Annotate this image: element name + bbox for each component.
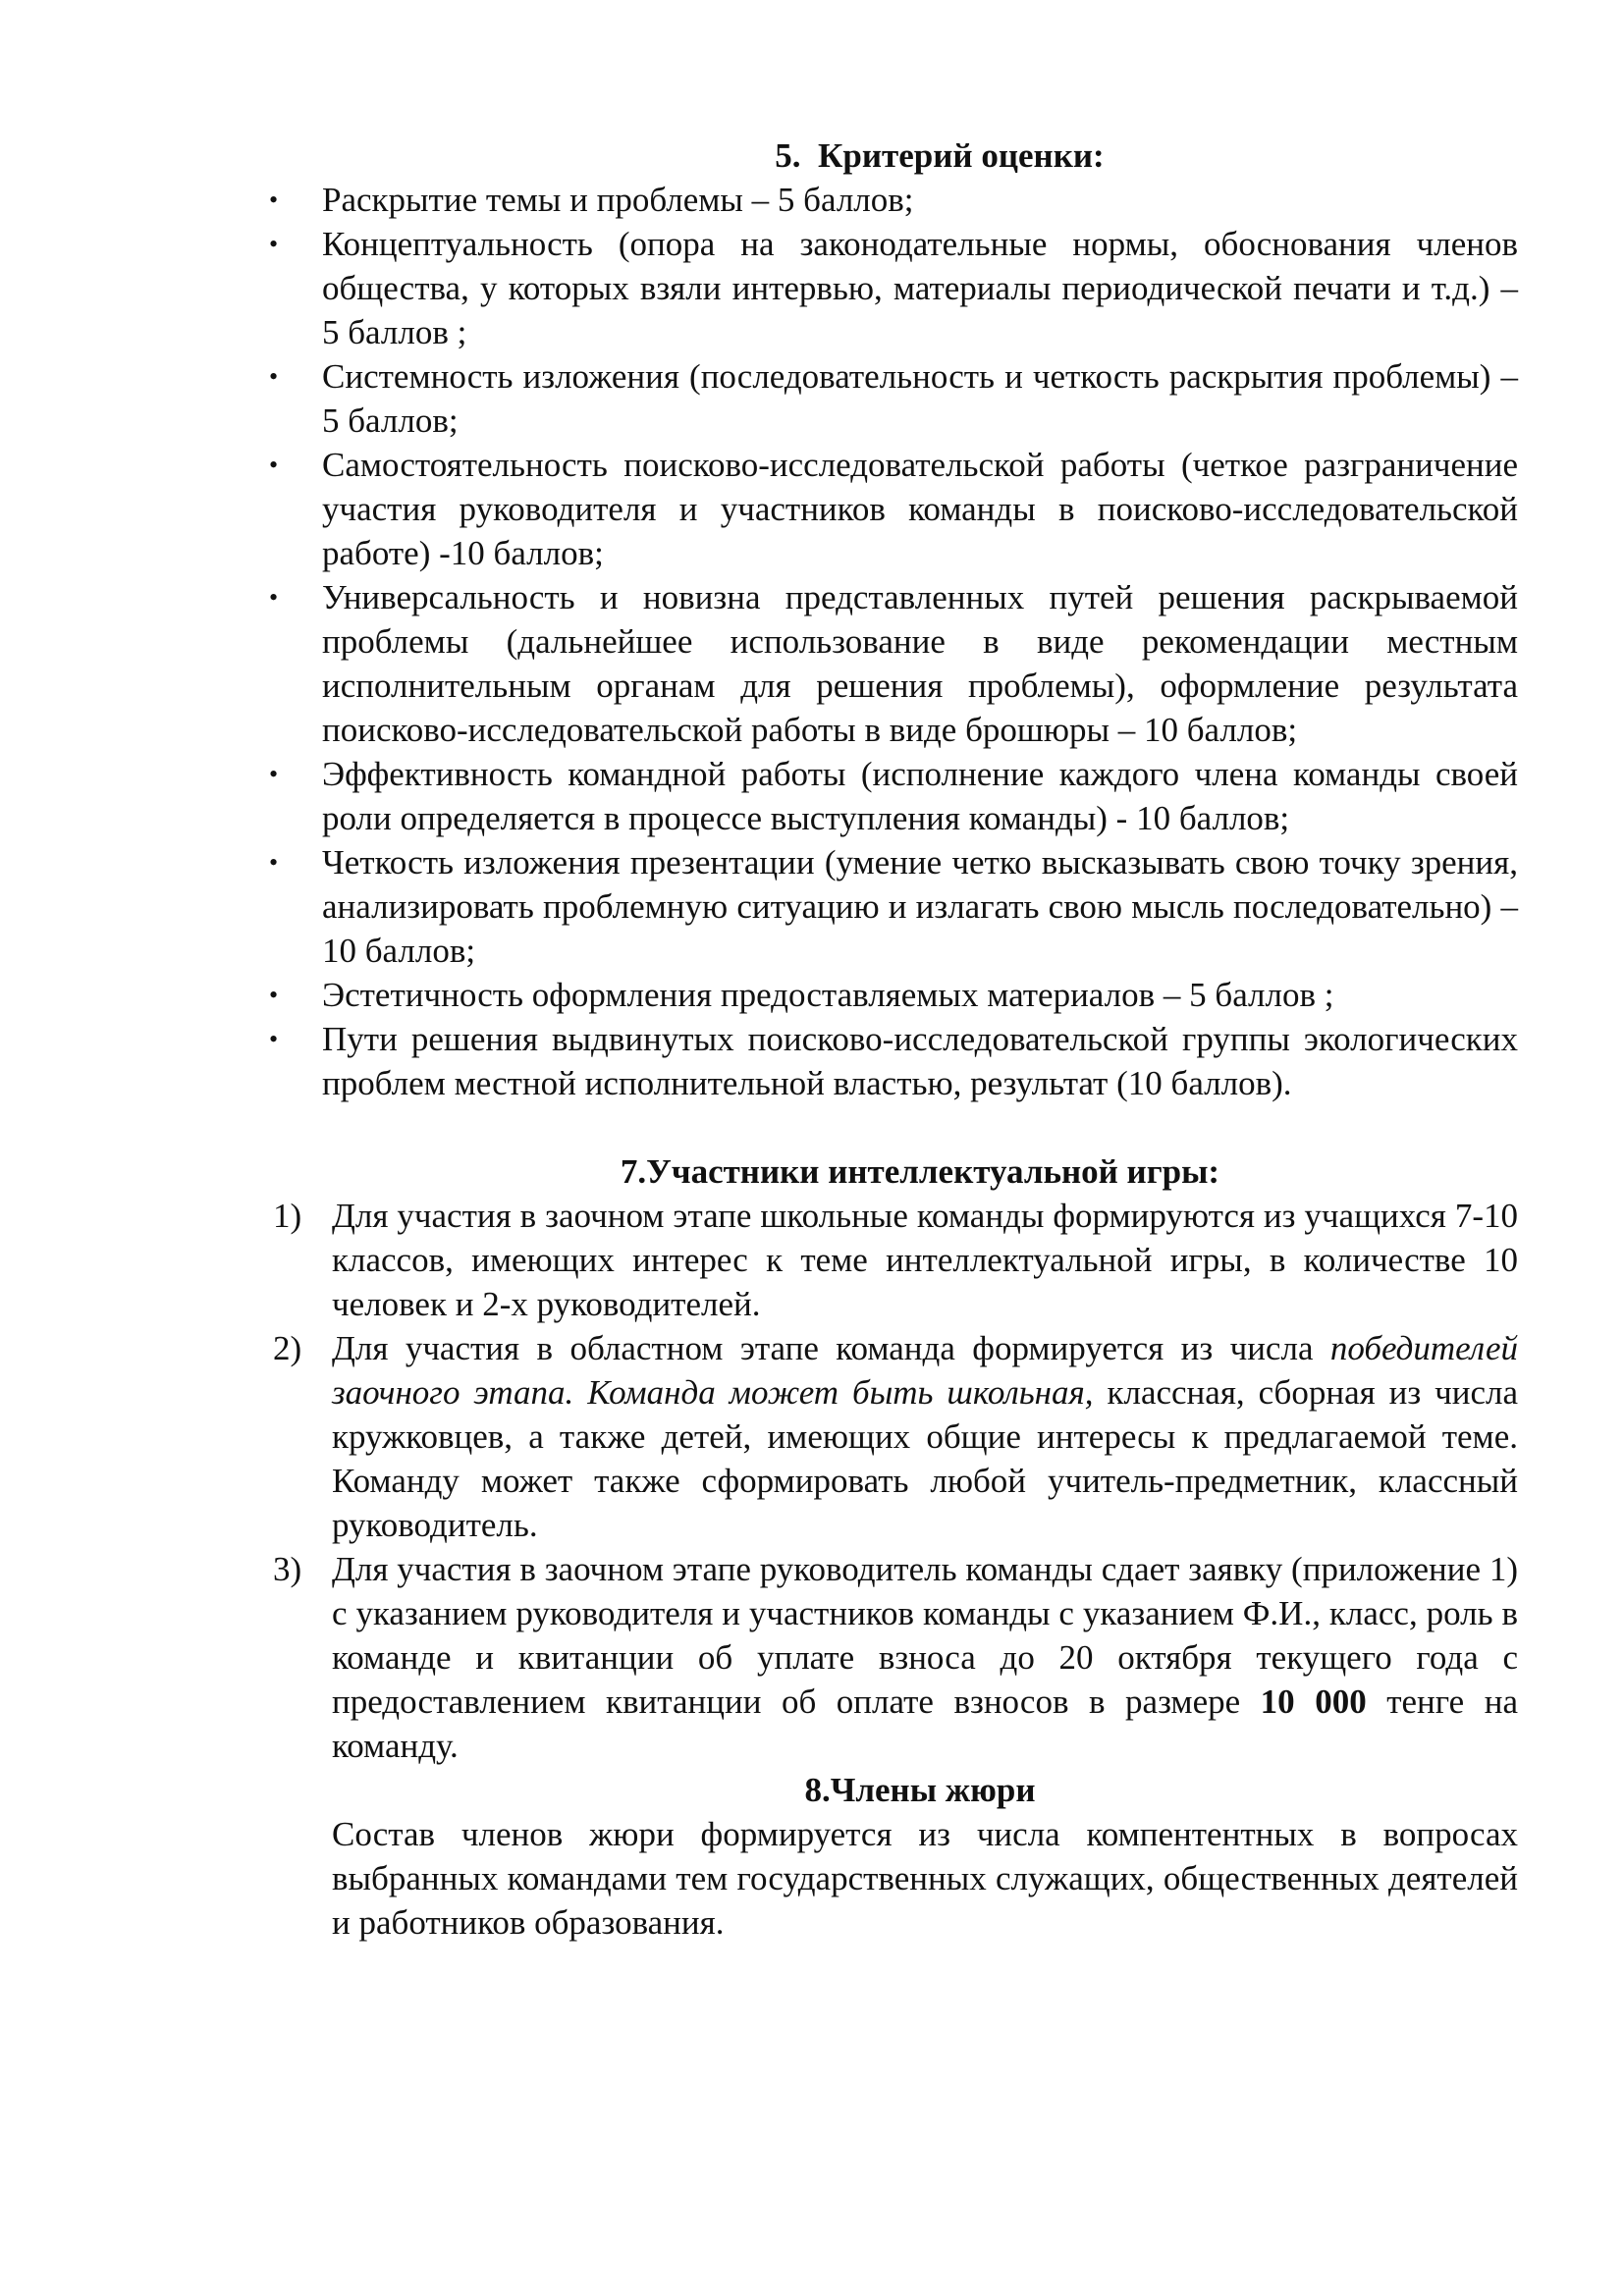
item-text: классная, сборная из числа кружковцев, а также детей, имеющих общие интересы к предлагаемой теме. Команду может также сформировать любой учитель-предметник, классный руководитель.	[332, 1373, 1518, 1544]
criteria-list	[269, 178, 1518, 1105]
item-text: Для участия в областном этапе команда формируется из числа	[332, 1329, 1330, 1367]
list-item	[273, 1326, 1518, 1547]
bullet-icon: •	[269, 451, 279, 479]
bullet-icon: •	[269, 230, 279, 258]
bullet-icon: •	[269, 186, 279, 214]
criteria-text: Четкость изложения презентации (умение четко высказывать свою точку зрения, анализировать проблемную ситуацию и излагать свою мысль последовательно) – 10 баллов;	[322, 843, 1518, 970]
item-text: Для участия в заочном этапе школьные команды формируются из учащихся 7-10 классов, имеющих интерес к теме интеллектуальной игры, в количестве 10 человек и 2-х руководителей.	[332, 1197, 1518, 1323]
bullet-icon: •	[269, 1025, 279, 1053]
participants-list	[273, 1194, 1519, 1768]
criteria-text: Раскрытие темы и проблемы – 5 баллов;	[322, 181, 914, 219]
section-5-heading	[322, 133, 1518, 178]
criteria-text: Пути решения выдвинутых поисково-исследовательской группы экологических проблем местной исполнительной властью, результат (10 баллов).	[322, 1020, 1518, 1102]
list-item	[269, 840, 1518, 973]
list-item	[269, 752, 1518, 840]
criteria-text: Эффективность командной работы (исполнение каждого члена команды своей роли определяется в процессе выступления команды) - 10 баллов;	[322, 755, 1518, 837]
list-item	[269, 575, 1518, 752]
criteria-text: Системность изложения (последовательность и четкость раскрытия проблемы) – 5 баллов;	[322, 357, 1518, 440]
list-item	[269, 443, 1518, 575]
document-page	[269, 133, 1519, 1945]
list-item	[269, 354, 1518, 443]
list-item	[269, 973, 1518, 1017]
bullet-icon: •	[269, 760, 279, 788]
bullet-icon: •	[269, 583, 279, 612]
jury-paragraph: Состав членов жюри формируется из числа компентентных в вопросах выбранных командами тем государственных служащих, общественных деятелей и работников образования.	[332, 1815, 1518, 1942]
section-7-heading: 7.Участники интеллектуальной игры:	[620, 1152, 1220, 1191]
section-5-number: 5.	[775, 136, 801, 175]
bullet-icon: •	[269, 362, 279, 391]
list-item	[269, 222, 1518, 354]
item-number: 3)	[273, 1550, 302, 1588]
section-5-title: Критерий оценки:	[818, 136, 1105, 175]
criteria-text: Универсальность и новизна представленных путей решения раскрываемой проблемы (дальнейшее использование в виде рекомендации местным исполнительным органам для решения проблемы), оформление результата поисково-исследовательской работы в виде брошюры – 10 баллов;	[322, 578, 1518, 749]
section-8-heading: 8.Члены жюри	[804, 1771, 1036, 1809]
criteria-text: Самостоятельность поисково-исследовательской работы (четкое разграничение участия руководителя и участников команды в поисково-исследовательской работе) -10 баллов;	[322, 446, 1518, 572]
list-item	[273, 1194, 1518, 1326]
item-text: Для участия в заочном этапе руководитель команды сдает заявку (приложение 1) с указанием руководителя и участников команды с указанием Ф.И., класс, роль в команде и квитанции об уплате взноса до 20 октября текущего года с предоставлением квитанции об оплате взносов в размере	[332, 1550, 1518, 1721]
item-number: 2)	[273, 1329, 302, 1367]
criteria-text: Эстетичность оформления предоставляемых материалов – 5 баллов ;	[322, 976, 1334, 1014]
bullet-icon: •	[269, 981, 279, 1009]
fee-amount: 10 000	[1260, 1682, 1367, 1721]
list-item	[269, 178, 1518, 222]
criteria-text: Концептуальность (опора на законодательные нормы, обоснования членов общества, у которых взяли интервью, материалы периодической печати и т.д.) – 5 баллов ;	[322, 225, 1518, 351]
item-text-italic: победителей заочного этапа. Команда может быть школьная,	[332, 1329, 1518, 1412]
bullet-icon: •	[269, 848, 279, 877]
list-item	[269, 1017, 1518, 1105]
item-number: 1)	[273, 1197, 302, 1235]
item-text: тенге на команду.	[332, 1682, 1519, 1765]
list-item	[273, 1547, 1519, 1768]
